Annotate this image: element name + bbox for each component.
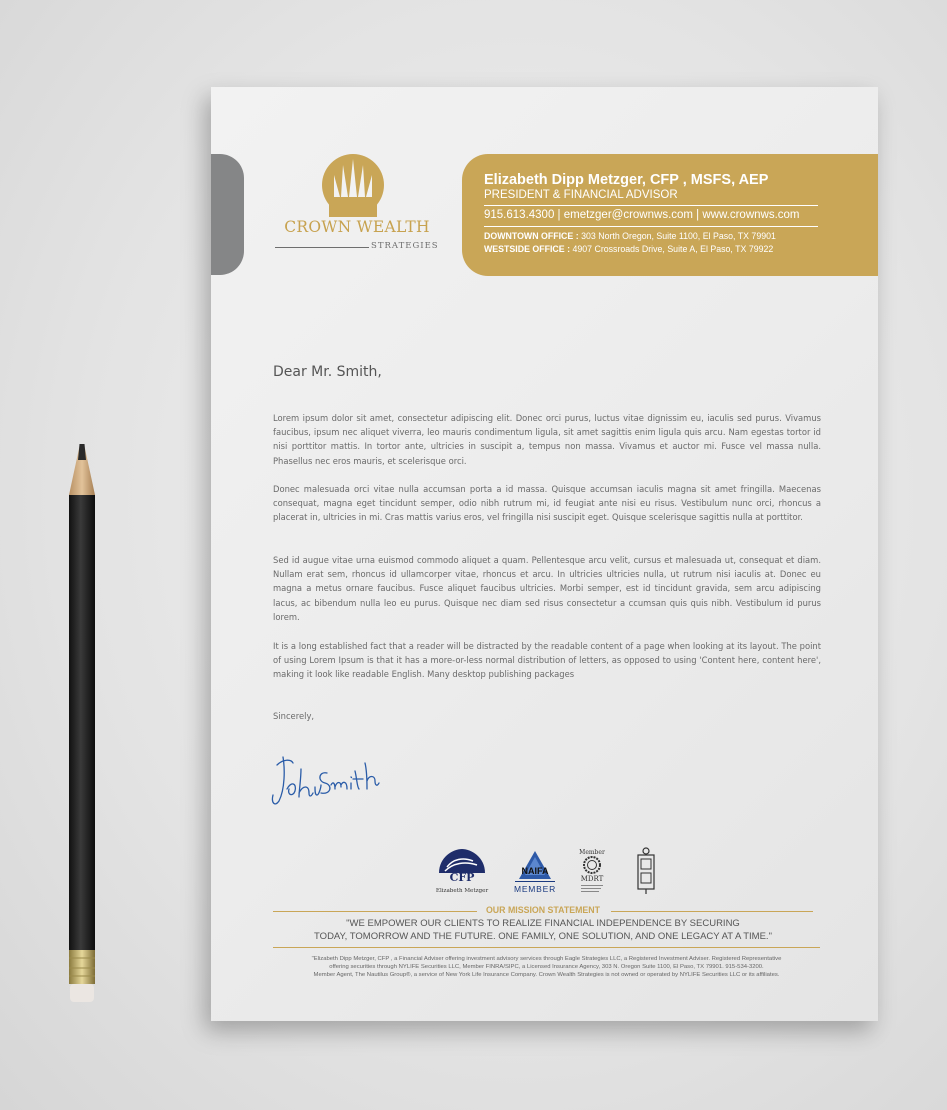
naifa-member-label: MEMBER — [513, 884, 557, 894]
letter-closing: Sincerely, — [273, 711, 315, 721]
header-divider — [484, 205, 818, 206]
disclaimer-line: offering securities through NYLIFE Securities LLC, Member FINRA/SIPC, a Licensed Insurance Agency, 303 N. Oregon Suite 1100, El Paso, TX 79901. 915-534-3200. — [329, 964, 764, 970]
logo-subtitle: STRATEGIES — [371, 241, 439, 251]
mission-heading-text: OUR MISSION STATEMENT — [485, 905, 601, 915]
office-label: WESTSIDE OFFICE : — [484, 244, 571, 254]
office-label: DOWNTOWN OFFICE : — [484, 231, 579, 241]
letter-paragraph: Donec malesuada orci vitae nulla accumsan porta a id massa. Quisque accumsan iaculis magna sit amet fringilla. Maecenas consequat, magna eget tincidunt semper, odio nibh rutrum mi, id feugiat ante nisi eu risus. Vestibulum nunc orci, rhoncus a placerat in, ultricies in mi. Cras mattis varius eros, vel fringilla nisi suscipit eget. Quisque scelerisque sagittis nulla at porttitor. — [273, 484, 821, 523]
header-divider — [484, 226, 818, 227]
cfp-badge-icon — [433, 847, 491, 897]
mdrt-member-label: Member — [579, 849, 605, 856]
mdrt-label: MDRT — [580, 875, 604, 883]
letter-paragraph: Lorem ipsum dolor sit amet, consectetur adipiscing elit. Donec orci purus, luctus vitae dignissim eu, iaculis sed purus. Vivamus faucibus, ipsum nec aliquet viverra, leo mauris condimentum ligula, sit amet sagittis enim ligula quis arcu. Nam egestas tortor id nisi porttitor mattis. In tortor ante, ultricies in suscipit a, tempus non massa. Vivamus et auctor mi. Fusce vel massa nulla. Phasellus nec eros mauris, et scelerisque orci. — [273, 413, 821, 466]
logo-divider — [275, 247, 369, 248]
disclaimer-line: "Elizabeth Dipp Metzger, CFP , a Financial Adviser offering investment advisory services through Eagle Strategies LLC, a Registered Investment Adviser. Registered Representative — [311, 956, 782, 962]
side-tab-decoration — [211, 154, 244, 275]
cfp-member-name: Elizabeth Metzger — [435, 888, 489, 894]
contact-header — [462, 154, 878, 276]
crown-emblem-icon — [321, 153, 385, 217]
letter-paragraph: Sed id augue vitae urna euismod commodo aliquet a quam. Pellentesque arcu velit, cursus et malesuada ut, consequat et diam. Nullam erat sem, rhoncus id ullamcorper vitae, rhoncus et arcu. In ultricies ultricies nulla, ut rutrum nisi iaculis at. Donec eu magna a metus ornare faucibus. Fusce aliquet faucibus ultricies. Morbi semper, est id tincidunt gravida, sem arcu adipiscing lacus, ac bibendum nulla leo eu purus. Quisque nec diam sed risus consectetur a ccumsan quis quis nibh. Vestibulum id purus lorem. — [273, 555, 821, 622]
office-westside — [484, 244, 773, 254]
office-address: 4907 Crossroads Drive, Suite A, El Paso, TX 79922 — [572, 244, 774, 254]
pencil-image — [66, 440, 98, 1010]
letter-greeting: Dear Mr. Smith, — [273, 364, 382, 380]
mdrt-badge-icon — [575, 847, 609, 895]
sender-name: Elizabeth Dipp Metzger, CFP , MSFS, AEP — [484, 172, 769, 188]
mission-heading — [273, 905, 813, 917]
sender-title: PRESIDENT & FINANCIAL ADVISOR — [484, 189, 678, 201]
signature-image — [269, 749, 387, 811]
mission-line: "WE EMPOWER OUR CLIENTS TO REALIZE FINANCIAL INDEPENDENCE BY SECURING — [346, 918, 740, 929]
letter-paragraph: It is a long established fact that a reader will be distracted by the readable content of a page when looking at its layout. The point of using Lorem Ipsum is that it has a more-or-less normal distribution of letters, as opposed to using 'Content here, content here', making it look like readable English. Many desktop publishing packages — [273, 641, 821, 680]
mission-line: TODAY, TOMORROW AND THE FUTURE. ONE FAMILY, ONE SOLUTION, AND ONE LEGACY AT A TIME." — [314, 931, 772, 942]
office-downtown — [484, 231, 776, 241]
office-address: 303 North Oregon, Suite 1100, El Paso, TX 79901 — [581, 231, 776, 241]
mission-rule-right — [611, 911, 813, 912]
legal-disclaimer — [269, 955, 824, 979]
naifa-label: NAIFA — [521, 866, 549, 876]
cfp-label: CFP — [449, 871, 475, 884]
footer-divider — [273, 947, 820, 948]
contact-line: 915.613.4300 | emetzger@crownws.com | www.crownws.com — [484, 209, 800, 221]
mission-statement — [273, 917, 813, 943]
logo-wordmark: CROWN WEALTH — [284, 218, 430, 236]
naifa-badge-icon — [509, 847, 561, 897]
key-emblem-icon — [635, 847, 657, 895]
letterhead-page — [211, 87, 878, 1021]
disclaimer-line: Member Agent, The Nautilus Group®, a service of New York Life Insurance Company. Crown Wealth Strategies is not owned or operated by NYLIFE Securities LLC or its affiliates. — [313, 972, 780, 978]
company-logo — [273, 153, 441, 265]
